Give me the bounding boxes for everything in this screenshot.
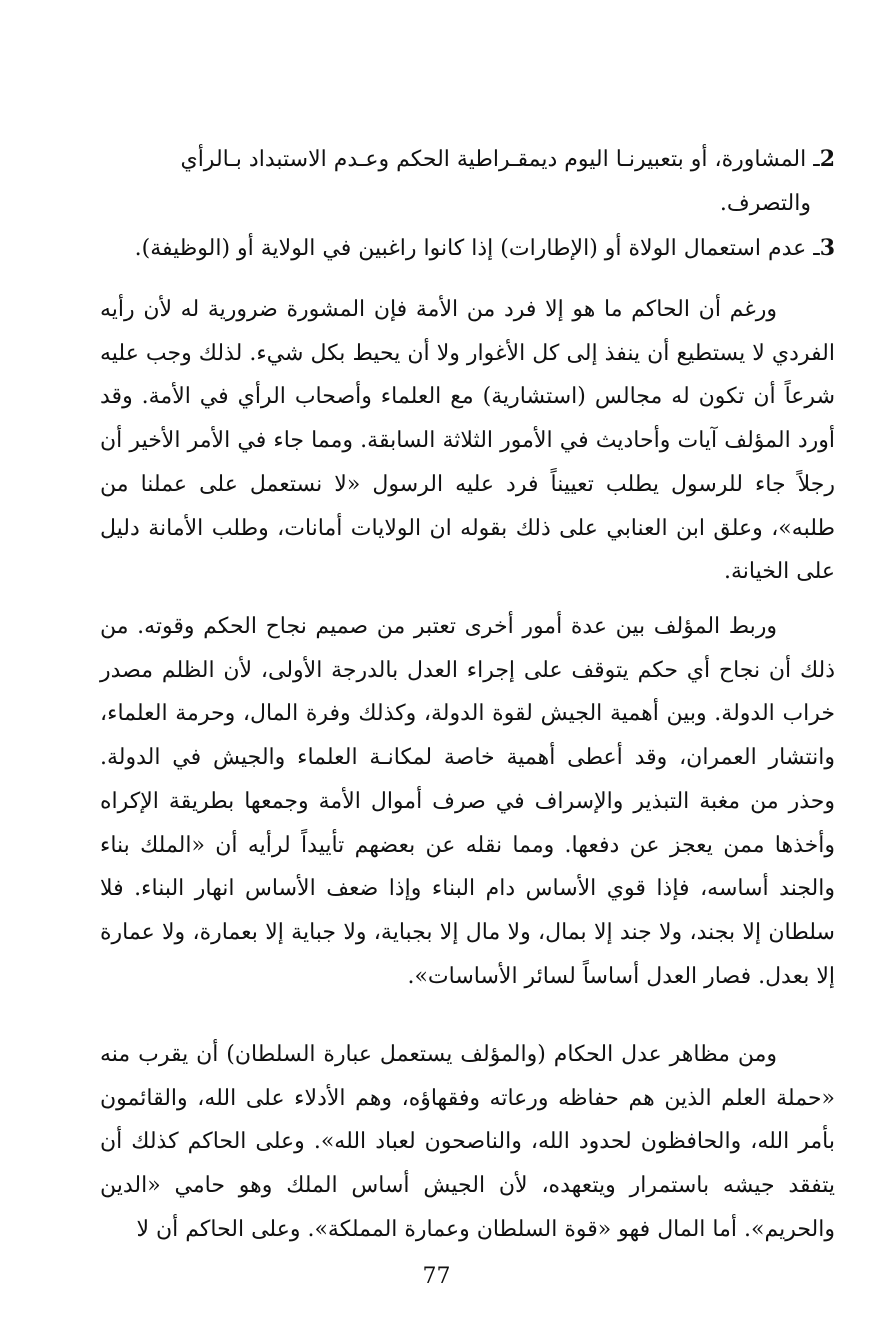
list-text: ـ عدم استعمال الولاة أو (الإطارات) إذا كانوا راغبين في الولاية أو (الوظيفة). <box>134 236 820 261</box>
list-text: ـ المشاورة، أو بتعبيرنـا اليوم ديمقـراطية الحكم وعـدم الاستبداد بـالرأي <box>180 147 820 172</box>
list-item-continuation: والتصرف. <box>719 191 811 216</box>
page-number: 77 <box>422 1264 451 1289</box>
paragraph-text: ومن مظاهر عدل الحكام (والمؤلف يستعمل عبارة السلطان) أن يقرب منه «حملة العلم الذين هم حفاظه ورعاته وفقهاؤه، وهم الأدلاء على الله، والقائمون بأمر الله، والحافظون لحدود الله، والناصحون لعباد الله». وعلى الحاكم كذلك أن يتفقد جيشه باستمرار ويتعهده، لأن الجيش أساس الملك وهو حامي «الدين والحريم». أما المال فهو «قوة السلطان وعمارة المملكة». وعلى الحاكم أن لا <box>100 1042 835 1242</box>
paragraph-2 <box>100 605 835 998</box>
list-item-2 <box>100 137 835 182</box>
list-item-3 <box>100 226 835 271</box>
paragraph-text: وربط المؤلف بين عدة أمور أخرى تعتبر من صميم نجاح الحكم وقوته. من ذلك أن نجاح أي حكم يتوقف على إجراء العدل بالدرجة الأولى، لأن الظلم مصدر خراب الدولة. وبين أهمية الجيش لقوة الدولة، وكذلك وفرة المال، وحرمة العلماء، وانتشار العمران، وقد أعطى أهمية خاصة لمكانـة العلماء والجيش في الدولة. وحذر من مغبة التبذير والإسراف في صرف أموال الأمة وجمعها بطريقة الإكراه وأخذها ممن يعجز عن دفعها. ومما نقله عن بعضهم تأييداً لرأيه أن «الملك بناء والجند أساسه، فإذا قوي الأساس دام البناء وإذا ضعف الأساس انهار البناء. فلا سلطان إلا بجند، ولا جند إلا بمال، ولا مال إلا بجباية، ولا جباية إلا بعمارة، ولا عمارة إلا بعدل. فصار العدل أساساً لسائر الأساسات». <box>100 614 835 989</box>
paragraph-text: ورغم أن الحاكم ما هو إلا فرد من الأمة فإن المشورة ضرورية له لأن رأيه الفردي لا يستطيع أن ينفذ إلى كل الأغوار ولا أن يحيط بكل شيء. لذلك وجب عليه شرعاً أن تكون له مجالس (استشارية) مع العلماء وأصحاب الرأي في الأمة. وقد أورد المؤلف آيات وأحاديث في الأمور الثلاثة السابقة. ومما جاء في الأمر الأخير أن رجلاً جاء للرسول يطلب تعييناً فرد عليه الرسول «لا نستعمل على عملنا من طلبه»، وعلق ابن العنابي على ذلك بقوله ان الولايات أمانات، وطلب الأمانة دليل على الخيانة. <box>100 297 836 585</box>
numbered-list <box>100 137 835 271</box>
paragraph-1 <box>100 288 835 594</box>
list-number: 3 <box>819 235 835 261</box>
list-number: 2 <box>819 146 835 172</box>
paragraph-3 <box>100 1033 835 1252</box>
